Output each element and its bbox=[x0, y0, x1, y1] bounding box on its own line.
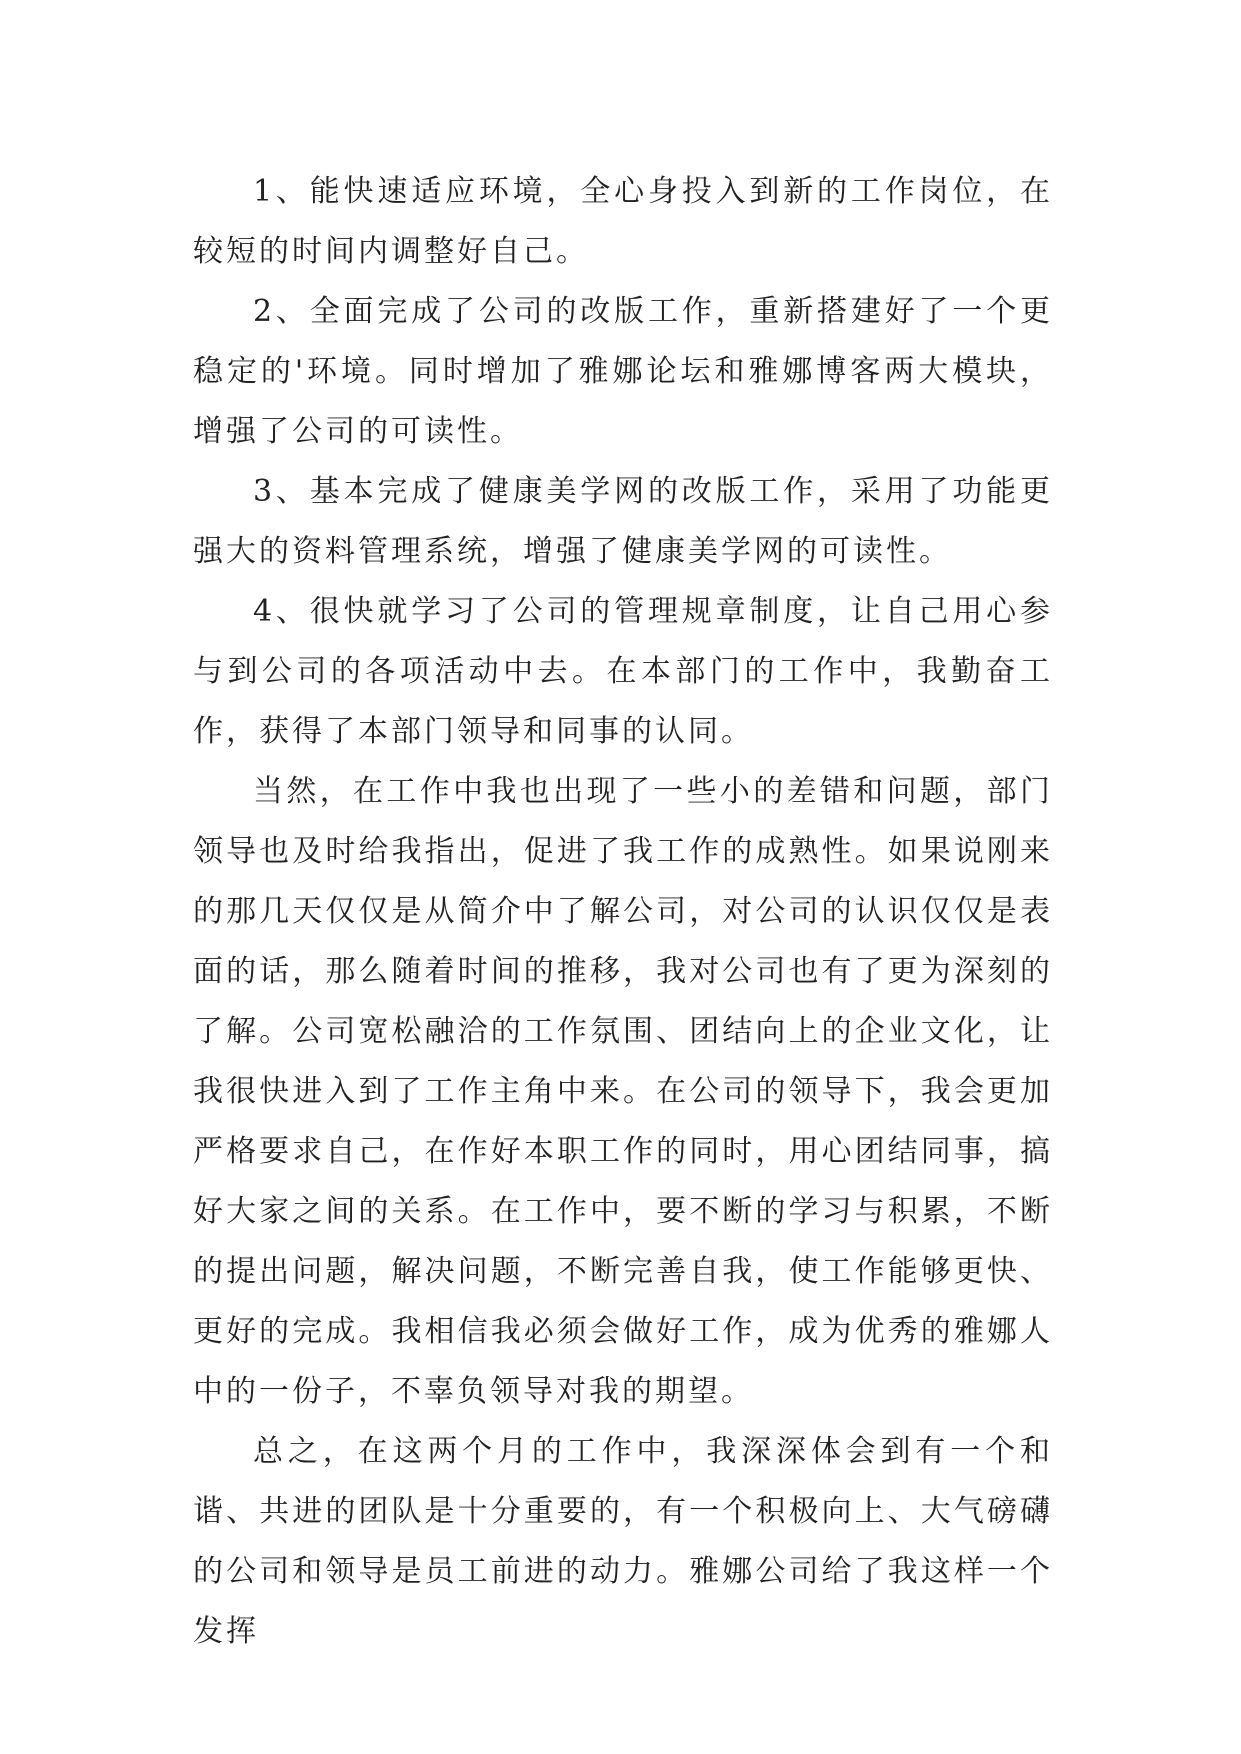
paragraph-6: 总之，在这两个月的工作中，我深深体会到有一个和谐、共进的团队是十分重要的，有一个积极向上、大气磅礴的公司和领导是员工前进的动力。雅娜公司给了我这样一个发挥 bbox=[193, 1434, 1053, 1649]
document-body bbox=[193, 162, 1053, 1662]
paragraph-1: 1、能快速适应环境，全心身投入到新的工作岗位，在较短的时间内调整好自己。 bbox=[193, 174, 1053, 269]
paragraph-5: 当然，在工作中我也出现了一些小的差错和问题，部门领导也及时给我指出，促进了我工作的成熟性。如果说刚来的那几天仅仅是从简介中了解公司，对公司的认识仅仅是表面的话，那么随着时间的推移，我对公司也有了更为深刻的了解。公司宽松融洽的工作氛围、团结向上的企业文化，让我很快进入到了工作主角中来。在公司的领导下，我会更加严格要求自己，在作好本职工作的同时，用心团结同事，搞好大家之间的关系。在工作中，要不断的学习与积累，不断的提出问题，解决问题，不断完善自我，使工作能够更快、更好的完成。我相信我必须会做好工作，成为优秀的雅娜人中的一份子，不辜负领导对我的期望。 bbox=[193, 774, 1053, 1409]
paragraph-3: 3、基本完成了健康美学网的改版工作，采用了功能更强大的资料管理系统，增强了健康美学网的可读性。 bbox=[193, 474, 1053, 569]
paragraph-4: 4、很快就学习了公司的管理规章制度，让自己用心参与到公司的各项活动中去。在本部门的工作中，我勤奋工作，获得了本部门领导和同事的认同。 bbox=[193, 594, 1053, 749]
paragraph-2: 2、全面完成了公司的改版工作，重新搭建好了一个更稳定的'环境。同时增加了雅娜论坛和雅娜博客两大模块，增强了公司的可读性。 bbox=[193, 294, 1053, 449]
